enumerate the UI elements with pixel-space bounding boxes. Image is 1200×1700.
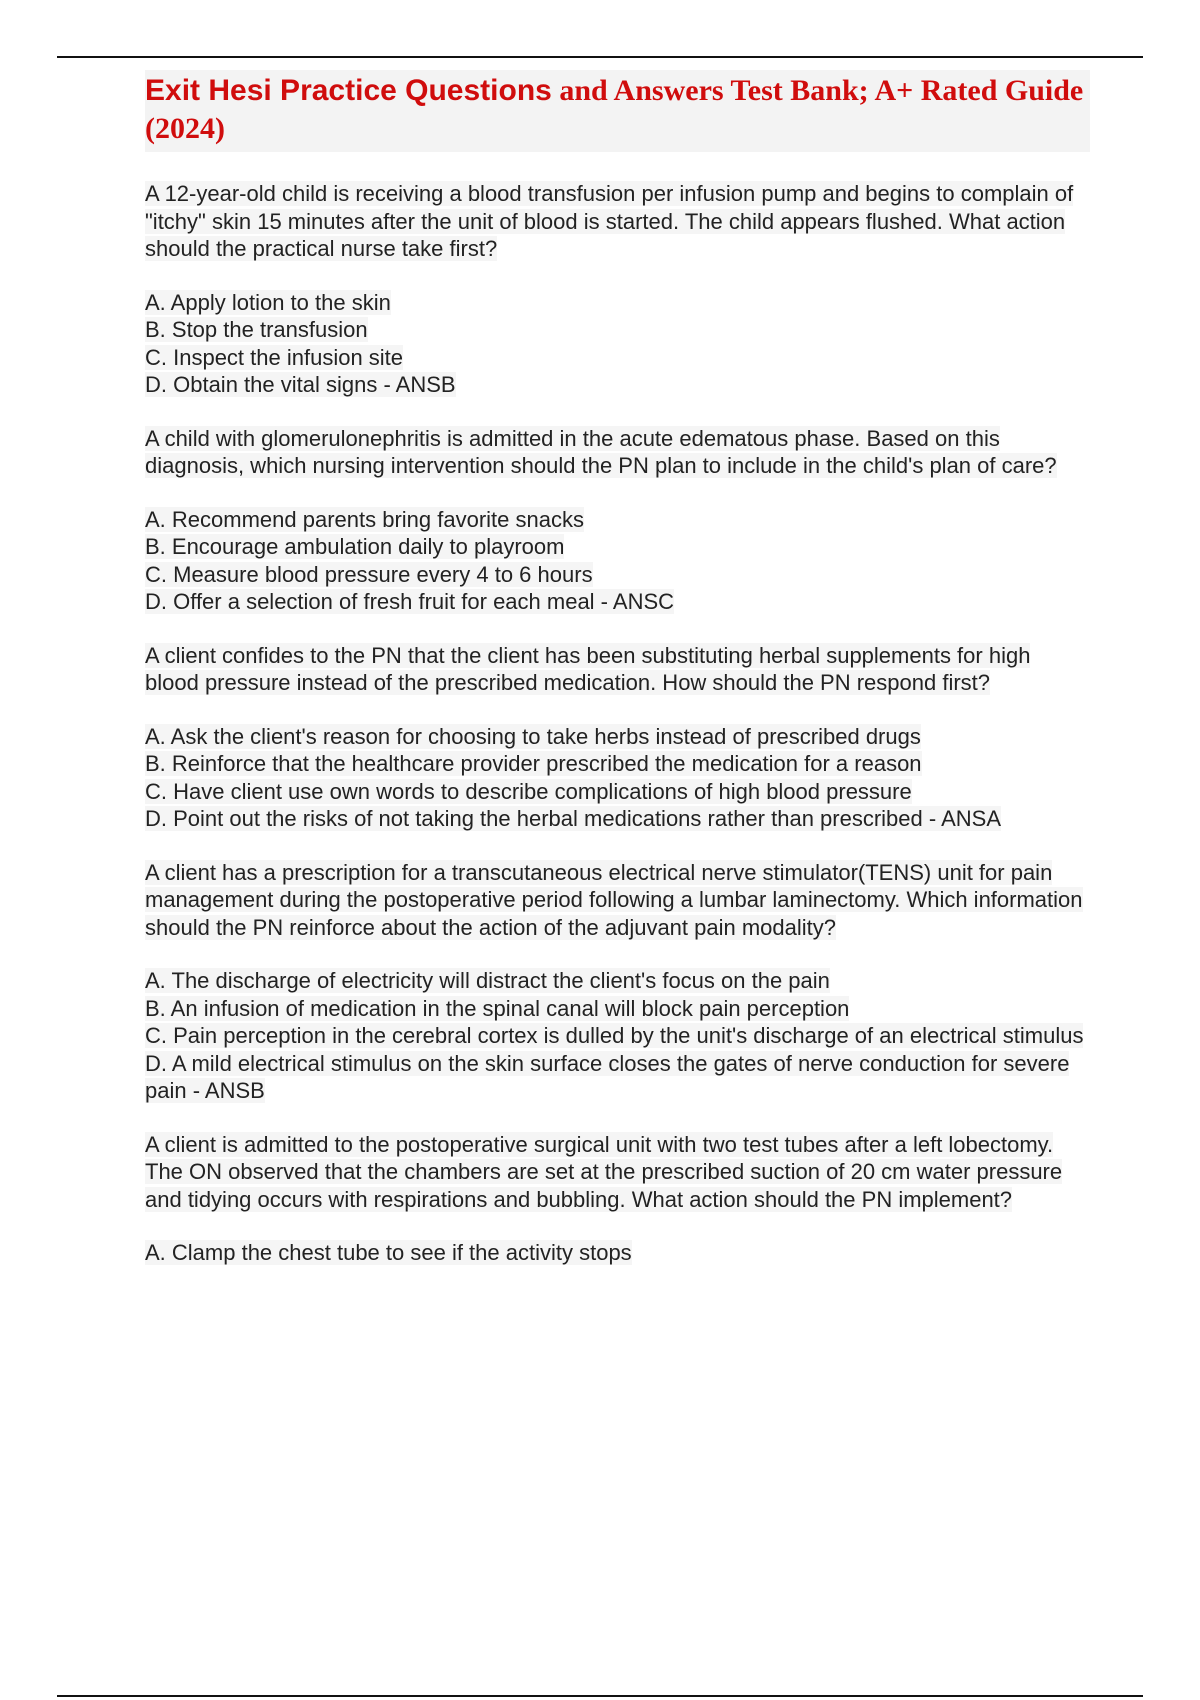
title-part-2: and Answers Test Bank; A+ Rated Guide (2024) xyxy=(145,74,1084,145)
answer-option-text: C. Inspect the infusion site xyxy=(145,344,404,370)
answer-options xyxy=(145,1239,1090,1267)
answer-option-text: A. Ask the client's reason for choosing to take herbs instead of prescribed drugs xyxy=(145,723,921,749)
answer-option xyxy=(145,316,1090,344)
answer-option-text: D. Point out the risks of not taking the herbal medications rather than prescribed - ANSA xyxy=(145,806,1002,831)
question-text-content: A client has a prescription for a transcutaneous electrical nerve stimulator(TENS) unit for pain management during the postoperative period following a lumbar laminectomy. Which information should the PN reinforce about the action of the adjuvant pain modality? xyxy=(145,859,1083,940)
question-text-content: A child with glomerulonephritis is admitted in the acute edematous phase. Based on this diagnosis, which nursing intervention should the PN plan to include in the child's plan of care? xyxy=(145,425,1057,478)
answer-option xyxy=(145,371,1090,399)
question-text xyxy=(145,180,1090,263)
answer-option xyxy=(145,967,1090,995)
question-text xyxy=(145,425,1090,480)
title-part-1: Exit Hesi Practice Questions xyxy=(145,74,552,107)
answer-option-text: C. Measure blood pressure every 4 to 6 hours xyxy=(145,561,593,587)
answer-options xyxy=(145,506,1090,616)
answer-option-text: D. A mild electrical stimulus on the skin surface closes the gates of nerve conduction for severe pain - ANSB xyxy=(145,1050,1070,1103)
question-text xyxy=(145,642,1090,697)
question-block-2 xyxy=(145,425,1090,616)
answer-option xyxy=(145,561,1090,589)
answer-option xyxy=(145,588,1090,616)
document-title xyxy=(145,70,1090,152)
answer-option xyxy=(145,1239,1090,1267)
answer-option-text: A. The discharge of electricity will distract the client's focus on the pain xyxy=(145,968,830,993)
answer-options xyxy=(145,289,1090,399)
answer-option-text: C. Have client use own words to describe complications of high blood pressure xyxy=(145,778,912,804)
top-rule xyxy=(57,56,1143,58)
question-block-3 xyxy=(145,642,1090,833)
question-text-content: A 12-year-old child is receiving a blood transfusion per infusion pump and begins to complain of "itchy" skin 15 minutes after the unit of blood is started. The child appears flushed. What action should the practical nurse take first? xyxy=(145,181,1074,261)
answer-option-text: B. Encourage ambulation daily to playroom xyxy=(145,534,565,559)
question-text xyxy=(145,859,1090,942)
answer-option xyxy=(145,995,1090,1023)
answer-options xyxy=(145,967,1090,1105)
question-block-4 xyxy=(145,859,1090,1105)
answer-option-text: D. Offer a selection of fresh fruit for each meal - ANSC xyxy=(145,589,675,614)
answer-option-text: A. Clamp the chest tube to see if the activity stops xyxy=(145,1240,632,1265)
question-text-content: A client confides to the PN that the client has been substituting herbal supplements for high blood pressure instead of the prescribed medication. How should the PN respond first? xyxy=(145,642,1031,695)
answer-option xyxy=(145,778,1090,806)
answer-option xyxy=(145,750,1090,778)
answer-option xyxy=(145,1022,1090,1050)
answer-options xyxy=(145,723,1090,833)
answer-option-text: A. Recommend parents bring favorite snacks xyxy=(145,506,584,532)
answer-option xyxy=(145,289,1090,317)
answer-option xyxy=(145,723,1090,751)
answer-option-text: C. Pain perception in the cerebral cortex is dulled by the unit's discharge of an electrical stimulus xyxy=(145,1023,1084,1048)
question-text-content: A client is admitted to the postoperative surgical unit with two test tubes after a left lobectomy. The ON observed that the chambers are set at the prescribed suction of 20 cm water pressure and tidying occurs with respirations and bubbling. What action should the PN implement? xyxy=(145,1131,1063,1212)
question-text xyxy=(145,1131,1090,1214)
answer-option xyxy=(145,506,1090,534)
bottom-rule xyxy=(57,1695,1143,1697)
answer-option xyxy=(145,344,1090,372)
answer-option xyxy=(145,1050,1090,1105)
answer-option-text: B. Reinforce that the healthcare provider prescribed the medication for a reason xyxy=(145,751,922,776)
answer-option-text: B. An infusion of medication in the spinal canal will block pain perception xyxy=(145,995,850,1021)
answer-option-text: A. Apply lotion to the skin xyxy=(145,289,391,315)
answer-option xyxy=(145,805,1090,833)
answer-option-text: D. Obtain the vital signs - ANSB xyxy=(145,372,456,397)
answer-option-text: B. Stop the transfusion xyxy=(145,317,368,342)
answer-option xyxy=(145,533,1090,561)
question-block-1 xyxy=(145,180,1090,399)
question-block-5 xyxy=(145,1131,1090,1267)
document-body xyxy=(145,70,1090,1267)
